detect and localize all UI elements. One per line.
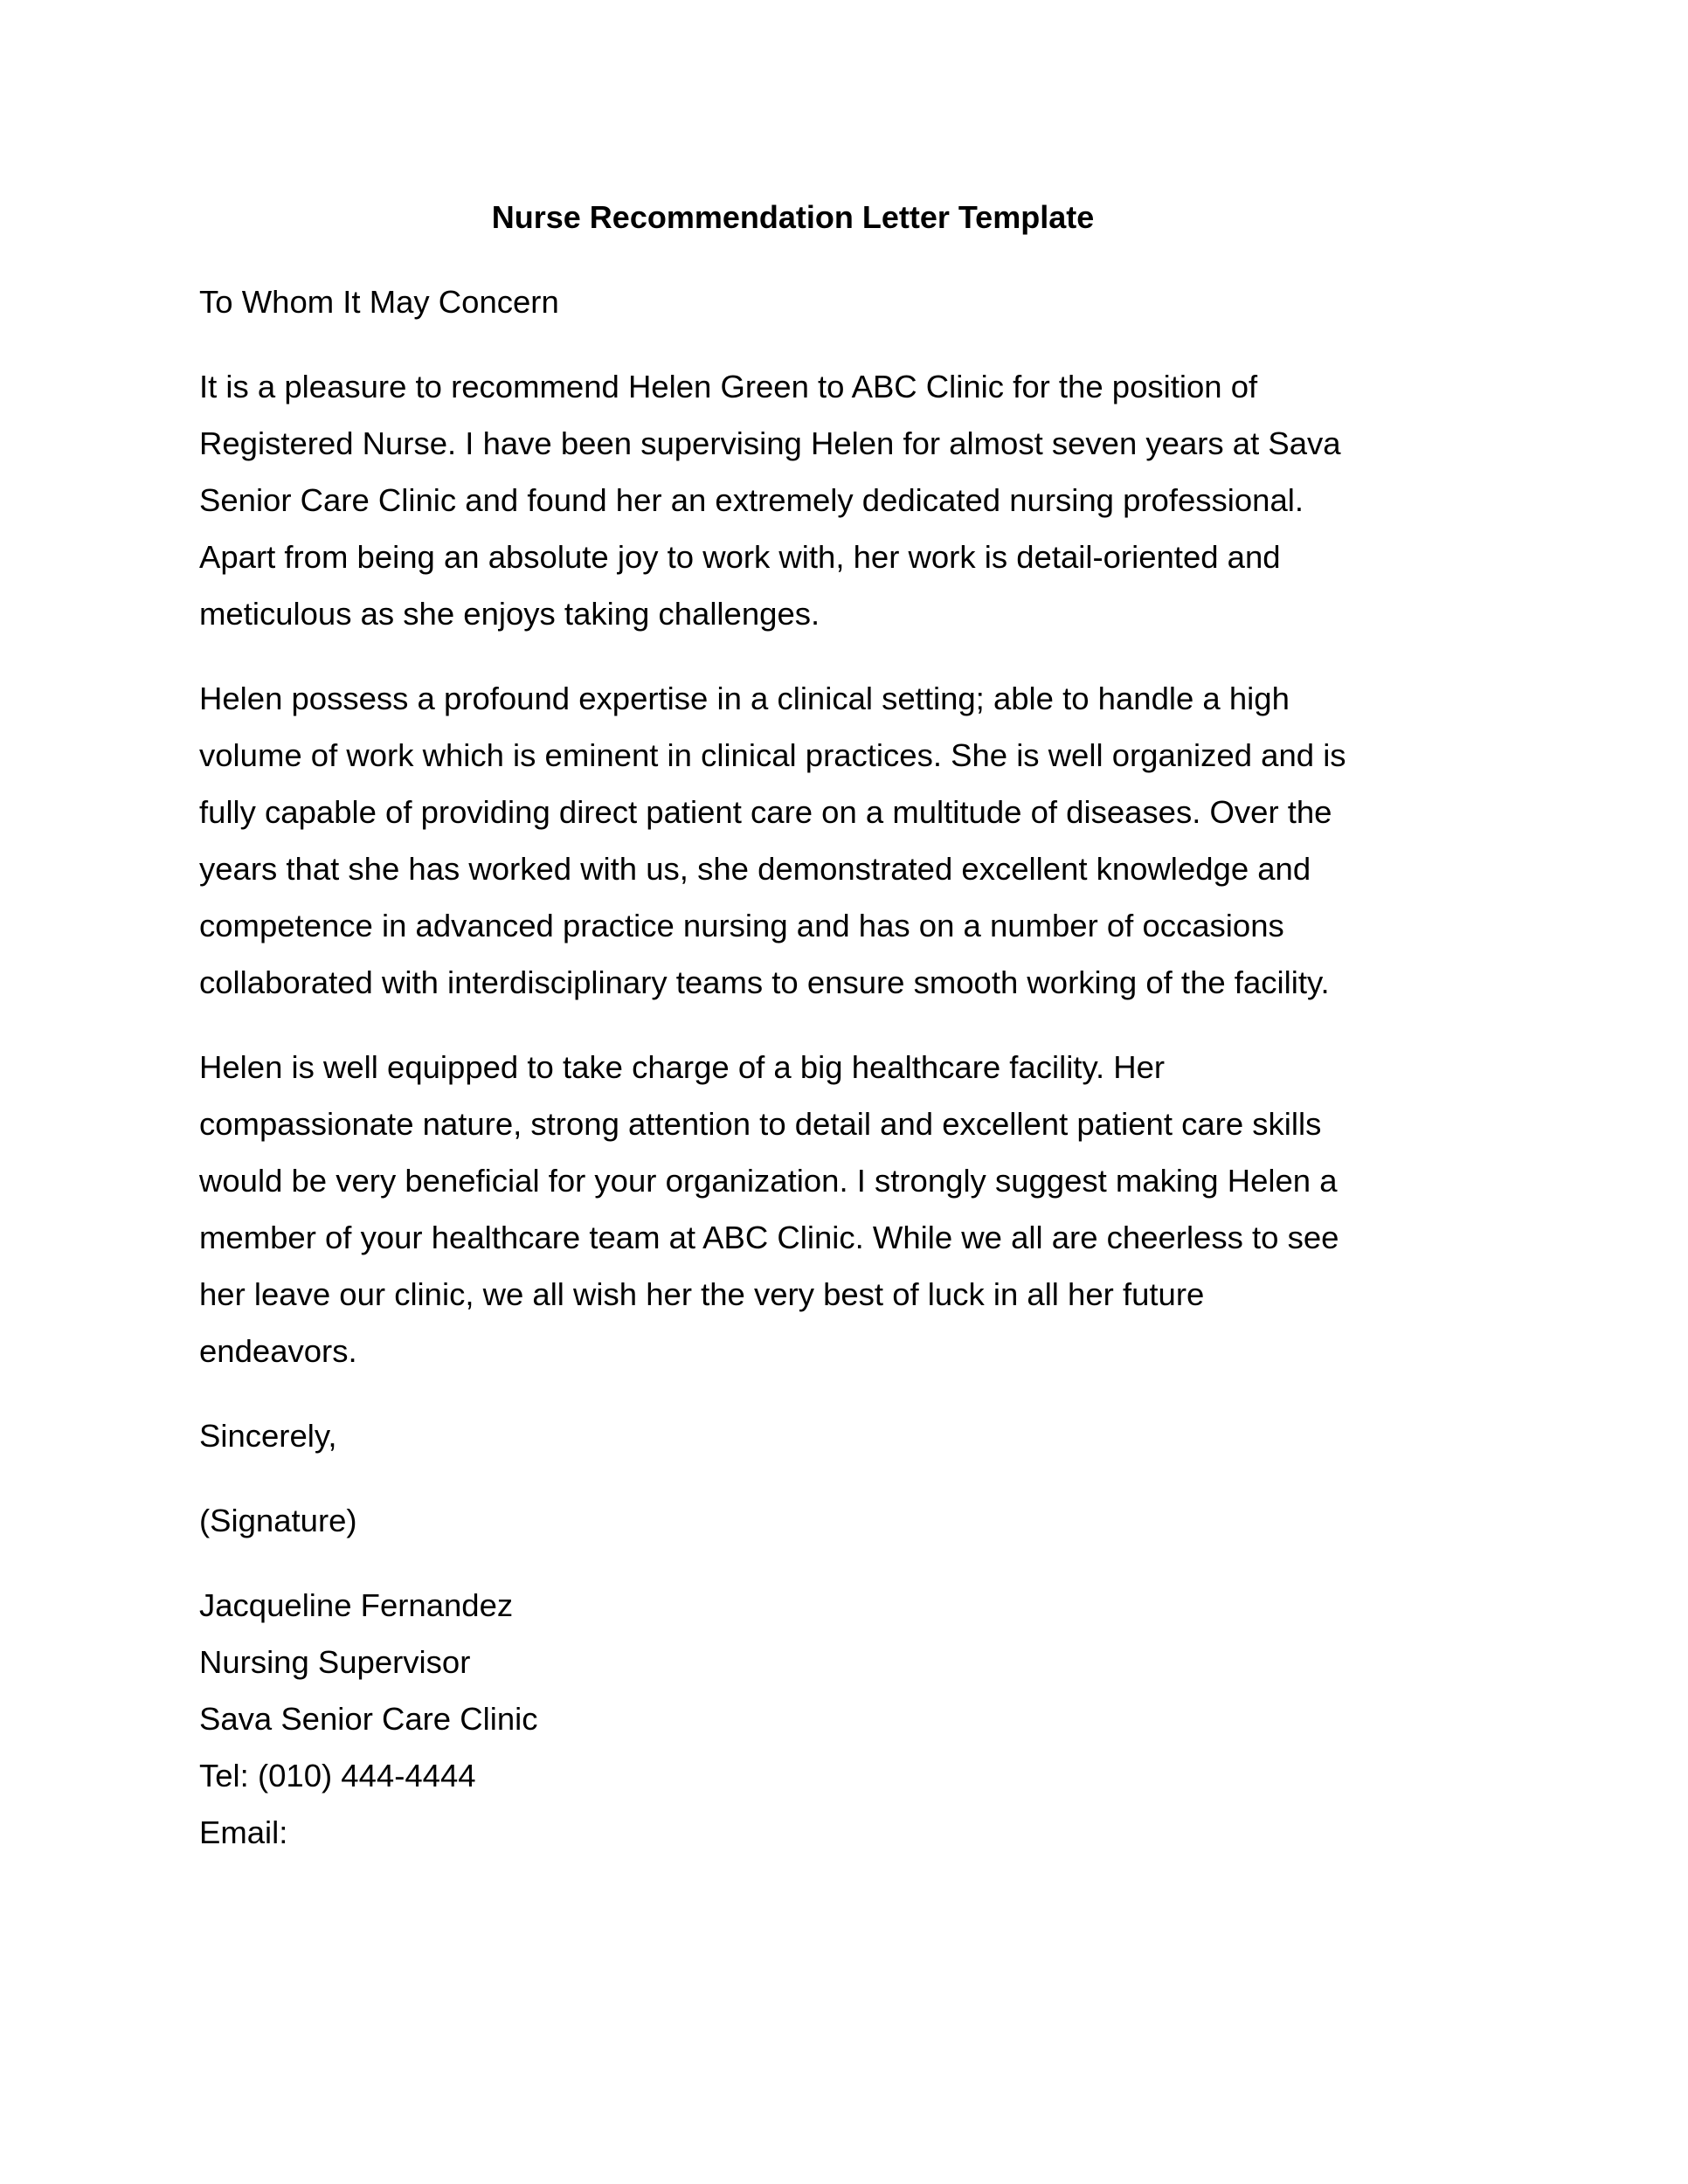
- paragraph-3-line: member of your healthcare team at ABC Clinic. While we all are cheerless to see: [199, 1220, 1339, 1255]
- paragraph-1-line: Registered Nurse. I have been supervising Helen for almost seven years at Sava: [199, 425, 1341, 461]
- letter-title: Nurse Recommendation Letter Template: [491, 199, 1095, 235]
- signer-position: Nursing Supervisor: [199, 1644, 471, 1680]
- salutation: To Whom It May Concern: [199, 284, 559, 320]
- paragraph-3-line: endeavors.: [199, 1333, 357, 1369]
- signer-name: Jacqueline Fernandez: [199, 1587, 514, 1623]
- signer-tel: Tel: (010) 444-4444: [199, 1758, 476, 1794]
- paragraph-3-line: Helen is well equipped to take charge of a big healthcare facility. Her: [199, 1049, 1166, 1085]
- paragraph-3-line: compassionate nature, strong attention to detail and excellent patient care skills: [199, 1106, 1322, 1142]
- paragraph-1-line: meticulous as she enjoys taking challenges.: [199, 596, 820, 632]
- paragraph-2-line: collaborated with interdisciplinary teams to ensure smooth working of the facility.: [199, 964, 1330, 1000]
- signer-organization: Sava Senior Care Clinic: [199, 1701, 538, 1737]
- paragraph-3-line: would be very beneficial for your organization. I strongly suggest making Helen a: [199, 1163, 1338, 1199]
- signer-email: Email:: [199, 1814, 288, 1850]
- paragraph-3-line: her leave our clinic, we all wish her the very best of luck in all her future: [199, 1276, 1205, 1312]
- paragraph-1-line: It is a pleasure to recommend Helen Green to ABC Clinic for the position of: [199, 369, 1258, 404]
- closing: Sincerely,: [199, 1418, 337, 1454]
- paragraph-2-line: competence in advanced practice nursing and has on a number of occasions: [199, 908, 1284, 943]
- paragraph-2-line: Helen possess a profound expertise in a clinical setting; able to handle a high: [199, 681, 1290, 716]
- paragraph-2-line: fully capable of providing direct patient care on a multitude of diseases. Over the: [199, 794, 1332, 830]
- paragraph-2-line: years that she has worked with us, she demonstrated excellent knowledge and: [199, 851, 1311, 887]
- paragraph-1-line: Senior Care Clinic and found her an extremely dedicated nursing professional.: [199, 482, 1304, 518]
- signature-placeholder: (Signature): [199, 1503, 357, 1538]
- paragraph-2-line: volume of work which is eminent in clinical practices. She is well organized and is: [199, 737, 1346, 773]
- paragraph-1-line: Apart from being an absolute joy to work with, her work is detail-oriented and: [199, 539, 1281, 575]
